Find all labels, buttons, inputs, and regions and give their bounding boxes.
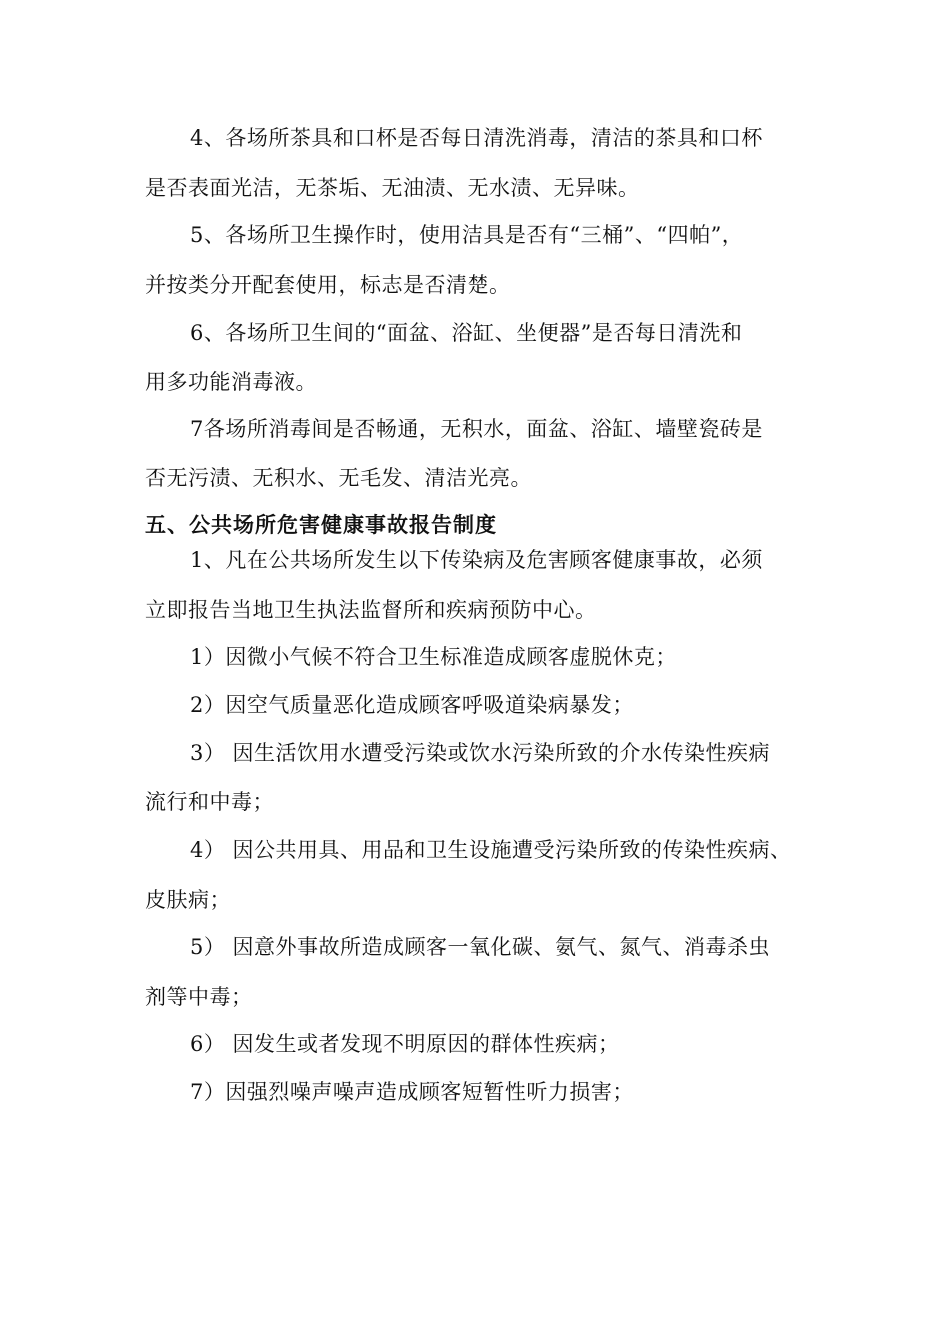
paragraph-line: 皮肤病；	[145, 888, 231, 912]
list-item: 4） 因公共用具、用品和卫生设施遭受污染所致的传染性疾病、	[190, 838, 792, 862]
list-item: 3） 因生活饮用水遭受污染或饮水污染所致的介水传染性疾病	[190, 741, 771, 765]
paragraph-line: 剂等中毒；	[145, 985, 253, 1009]
list-item: 7）因强烈噪声噪声造成顾客短暂性听力损害；	[190, 1080, 634, 1104]
paragraph-line: 是否表面光洁，无茶垢、无油渍、无水渍、无异味。	[145, 176, 640, 200]
paragraph-line: 并按类分开配套使用，标志是否清楚。	[145, 273, 511, 297]
paragraph-line: 6、各场所卫生间的“面盆、浴缸、坐便器”是否每日清洗和	[190, 321, 743, 345]
paragraph-line: 流行和中毒；	[145, 790, 274, 814]
paragraph-line: 5、各场所卫生操作时，使用洁具是否有“三桶”、“四帕”，	[190, 223, 744, 247]
list-item: 1）因微小气候不符合卫生标准造成顾客虚脱休克；	[190, 645, 677, 669]
paragraph-line: 用多功能消毒液。	[145, 370, 317, 394]
paragraph-line: 4、各场所茶具和口杯是否每日清洗消毒，清洁的茶具和口杯	[190, 126, 763, 150]
paragraph-line: 1、凡在公共场所发生以下传染病及危害顾客健康事故，必须	[190, 548, 763, 572]
paragraph-line: 否无污渍、无积水、无毛发、清洁光亮。	[145, 466, 532, 490]
list-item: 6） 因发生或者发现不明原因的群体性疾病；	[190, 1032, 620, 1056]
paragraph-line: 7各场所消毒间是否畅通，无积水，面盆、浴缸、墙壁瓷砖是	[190, 417, 763, 441]
list-item: 2）因空气质量恶化造成顾客呼吸道染病暴发；	[190, 693, 634, 717]
section-heading: 五、公共场所危害健康事故报告制度	[145, 513, 497, 537]
list-item: 5） 因意外事故所造成顾客一氧化碳、氨气、氮气、消毒杀虫	[190, 935, 771, 959]
paragraph-line: 立即报告当地卫生执法监督所和疾病预防中心。	[145, 598, 597, 622]
